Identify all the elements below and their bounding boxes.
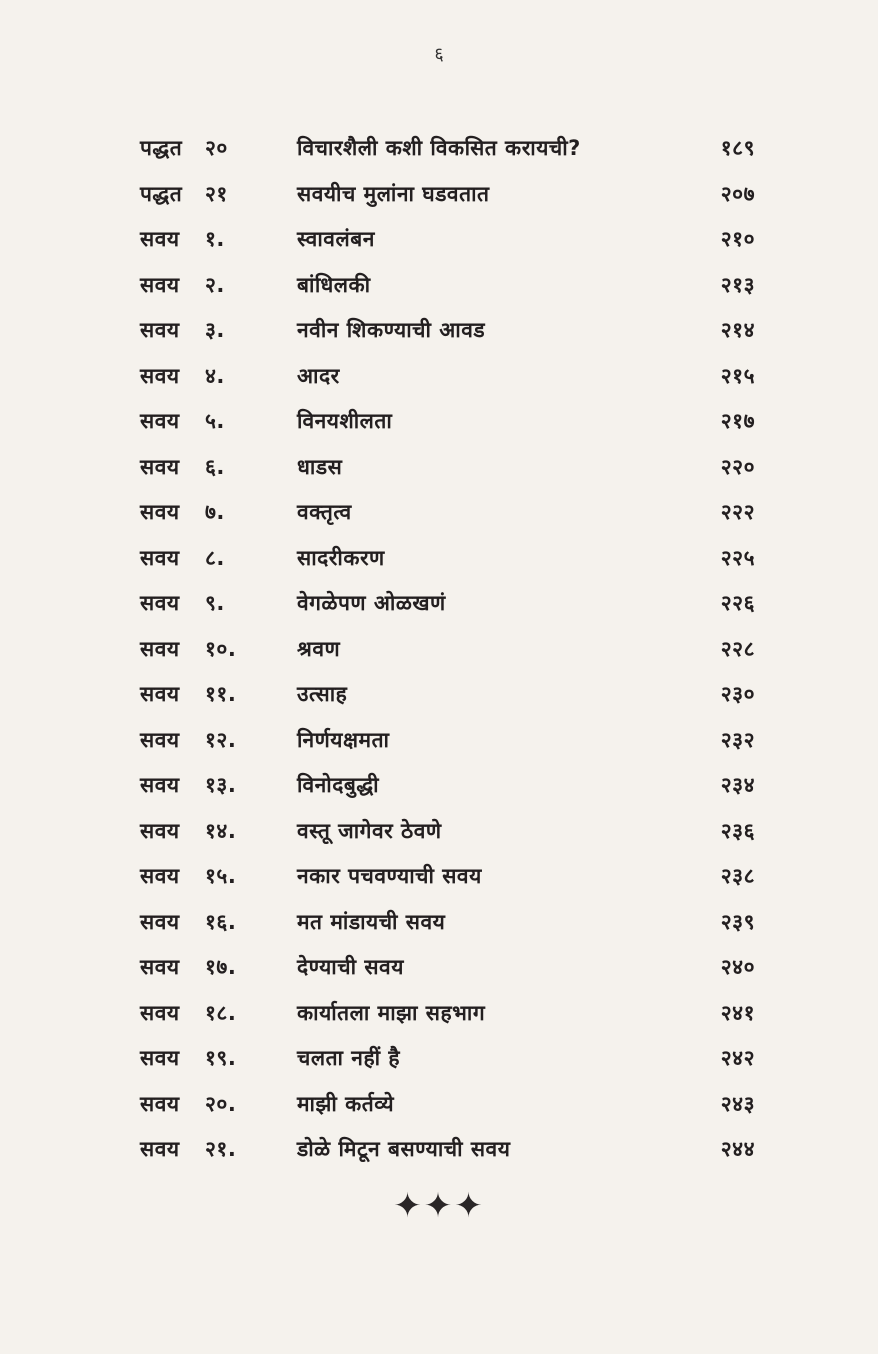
toc-entry — [0, 538, 878, 584]
toc-entry-title: माझी कर्तव्ये — [297, 1091, 395, 1116]
toc-entry-title: वेगळेपण ओळखणं — [297, 591, 446, 615]
toc-entry-number: १४. — [205, 818, 237, 843]
toc-entry-number: १८. — [205, 1000, 237, 1025]
toc-entry-number: १. — [205, 227, 225, 251]
toc-entry-kind: सवय — [140, 409, 180, 433]
toc-entry-title: बांधिलकी — [297, 272, 371, 297]
toc-entry — [0, 219, 878, 265]
toc-entry-page: २४४ — [720, 1137, 755, 1161]
toc-entry-number: २० — [205, 136, 228, 160]
toc-entry — [0, 310, 878, 356]
toc-entry-title: सवयीच मुलांना घडवतात — [297, 181, 490, 206]
toc-entry-page: २३८ — [720, 864, 755, 888]
toc-entry-title: विचारशैली कशी विकसित करायची? — [297, 136, 581, 160]
toc-entry-kind: सवय — [140, 500, 180, 524]
toc-entry-page: २१७ — [720, 409, 755, 433]
toc-entry-kind: सवय — [140, 454, 180, 479]
page-number: ६ — [434, 44, 444, 65]
toc-entry-kind: सवय — [140, 1000, 180, 1025]
toc-entry-title: श्रवण — [297, 636, 341, 661]
toc-entry — [0, 811, 878, 857]
toc-entry-kind: सवय — [140, 955, 180, 979]
toc-entry — [0, 856, 878, 902]
toc-entry-page: २४२ — [720, 1046, 755, 1070]
toc-entry — [0, 265, 878, 311]
toc-entry-number: १५. — [205, 864, 237, 888]
toc-entry-page: २२८ — [720, 636, 755, 661]
toc-entry — [0, 401, 878, 447]
toc-entry-number: १९. — [205, 1046, 237, 1070]
toc-entry-number: ३. — [205, 318, 225, 342]
toc-entry-number: २१ — [205, 181, 228, 206]
toc-entry-number: ४. — [205, 363, 225, 388]
toc-entry-number: १२. — [205, 727, 237, 752]
toc-entry-page: २१५ — [720, 363, 755, 388]
toc-entry-page: २३९ — [720, 909, 755, 934]
toc-entry-title: विनयशीलता — [297, 409, 393, 433]
toc-entry-kind: सवय — [140, 1091, 180, 1116]
toc-entry-number: ५. — [205, 409, 225, 433]
toc-entry-kind: सवय — [140, 318, 180, 342]
toc-entry-page: २३६ — [720, 818, 755, 843]
toc-entry — [0, 128, 878, 174]
toc-entry-kind: सवय — [140, 545, 180, 570]
toc-entry-title: निर्णयक्षमता — [297, 727, 390, 752]
toc-entry-title: डोळे मिटून बसण्याची सवय — [297, 1137, 511, 1161]
toc-entry-kind: सवय — [140, 591, 180, 615]
toc-entry-number: २. — [205, 272, 225, 297]
ornament-stars: ✦✦✦ — [393, 1186, 485, 1226]
toc-entry-title: स्वावलंबन — [297, 227, 375, 251]
toc-entry — [0, 629, 878, 675]
toc-entry — [0, 1038, 878, 1084]
toc-entry-page: २३४ — [720, 773, 755, 797]
toc-entry-page: २३२ — [720, 727, 755, 752]
toc-entry — [0, 674, 878, 720]
table-of-contents — [0, 128, 878, 1175]
toc-entry-kind: सवय — [140, 363, 180, 388]
toc-entry-number: ६. — [205, 454, 225, 479]
toc-entry-page: १८९ — [720, 136, 755, 160]
toc-entry-page: २२० — [720, 454, 755, 479]
toc-entry-kind: सवय — [140, 1046, 180, 1070]
toc-entry — [0, 174, 878, 220]
toc-entry-number: २१. — [205, 1137, 237, 1161]
toc-entry-kind: सवय — [140, 864, 180, 888]
toc-entry-number: ९. — [205, 591, 225, 615]
toc-entry-number: ८. — [205, 545, 225, 570]
toc-entry-title: मत मांडायची सवय — [297, 909, 446, 934]
toc-entry-title: कार्यातला माझा सहभाग — [297, 1000, 486, 1025]
toc-entry-number: १०. — [205, 636, 237, 661]
toc-entry-number: ११. — [205, 682, 237, 706]
toc-entry-title: धाडस — [297, 454, 343, 479]
toc-entry-kind: सवय — [140, 818, 180, 843]
toc-entry-title: देण्याची सवय — [297, 955, 404, 979]
toc-entry-page: २२५ — [720, 545, 755, 570]
toc-entry-kind: सवय — [140, 636, 180, 661]
toc-entry-kind: पद्धत — [140, 136, 183, 160]
toc-entry-title: उत्साह — [297, 682, 348, 706]
toc-entry-page: २३० — [720, 682, 755, 706]
toc-entry-page: २४० — [720, 955, 755, 979]
toc-entry-page: २२६ — [720, 591, 755, 615]
toc-entry-kind: सवय — [140, 272, 180, 297]
toc-entry-number: १६. — [205, 909, 237, 934]
toc-entry-kind: पद्धत — [140, 181, 183, 206]
toc-entry-title: आदर — [297, 363, 340, 388]
toc-entry — [0, 720, 878, 766]
toc-entry — [0, 583, 878, 629]
toc-entry-kind: सवय — [140, 1137, 180, 1161]
toc-entry-title: नवीन शिकण्याची आवड — [297, 318, 486, 342]
toc-entry-kind: सवय — [140, 227, 180, 251]
toc-entry-page: २४३ — [720, 1091, 755, 1116]
toc-entry — [0, 765, 878, 811]
toc-entry-number: १७. — [205, 955, 237, 979]
toc-entry-page: २२२ — [720, 500, 755, 524]
toc-entry — [0, 993, 878, 1039]
toc-entry — [0, 447, 878, 493]
toc-entry-kind: सवय — [140, 909, 180, 934]
toc-entry-title: वस्तू जागेवर ठेवणे — [297, 818, 442, 843]
toc-entry-page: २०७ — [720, 181, 755, 206]
toc-entry-number: २०. — [205, 1091, 237, 1116]
toc-entry-kind: सवय — [140, 727, 180, 752]
toc-entry-title: वक्तृत्व — [297, 500, 352, 524]
toc-entry-title: चलता नहीं है — [297, 1046, 400, 1070]
toc-entry — [0, 902, 878, 948]
toc-entry-number: १३. — [205, 773, 237, 797]
toc-entry-page: २१० — [720, 227, 755, 251]
toc-entry — [0, 492, 878, 538]
toc-entry-page: २४१ — [720, 1000, 755, 1025]
toc-entry — [0, 356, 878, 402]
toc-entry-kind: सवय — [140, 682, 180, 706]
toc-entry — [0, 947, 878, 993]
toc-entry-title: नकार पचवण्याची सवय — [297, 864, 482, 888]
toc-entry-title: विनोदबुद्धी — [297, 773, 380, 797]
toc-entry-page: २१३ — [720, 272, 755, 297]
toc-entry-page: २१४ — [720, 318, 755, 342]
toc-entry-number: ७. — [205, 500, 225, 524]
toc-entry-kind: सवय — [140, 773, 180, 797]
toc-entry-title: सादरीकरण — [297, 545, 385, 570]
toc-entry — [0, 1084, 878, 1130]
toc-entry — [0, 1129, 878, 1175]
